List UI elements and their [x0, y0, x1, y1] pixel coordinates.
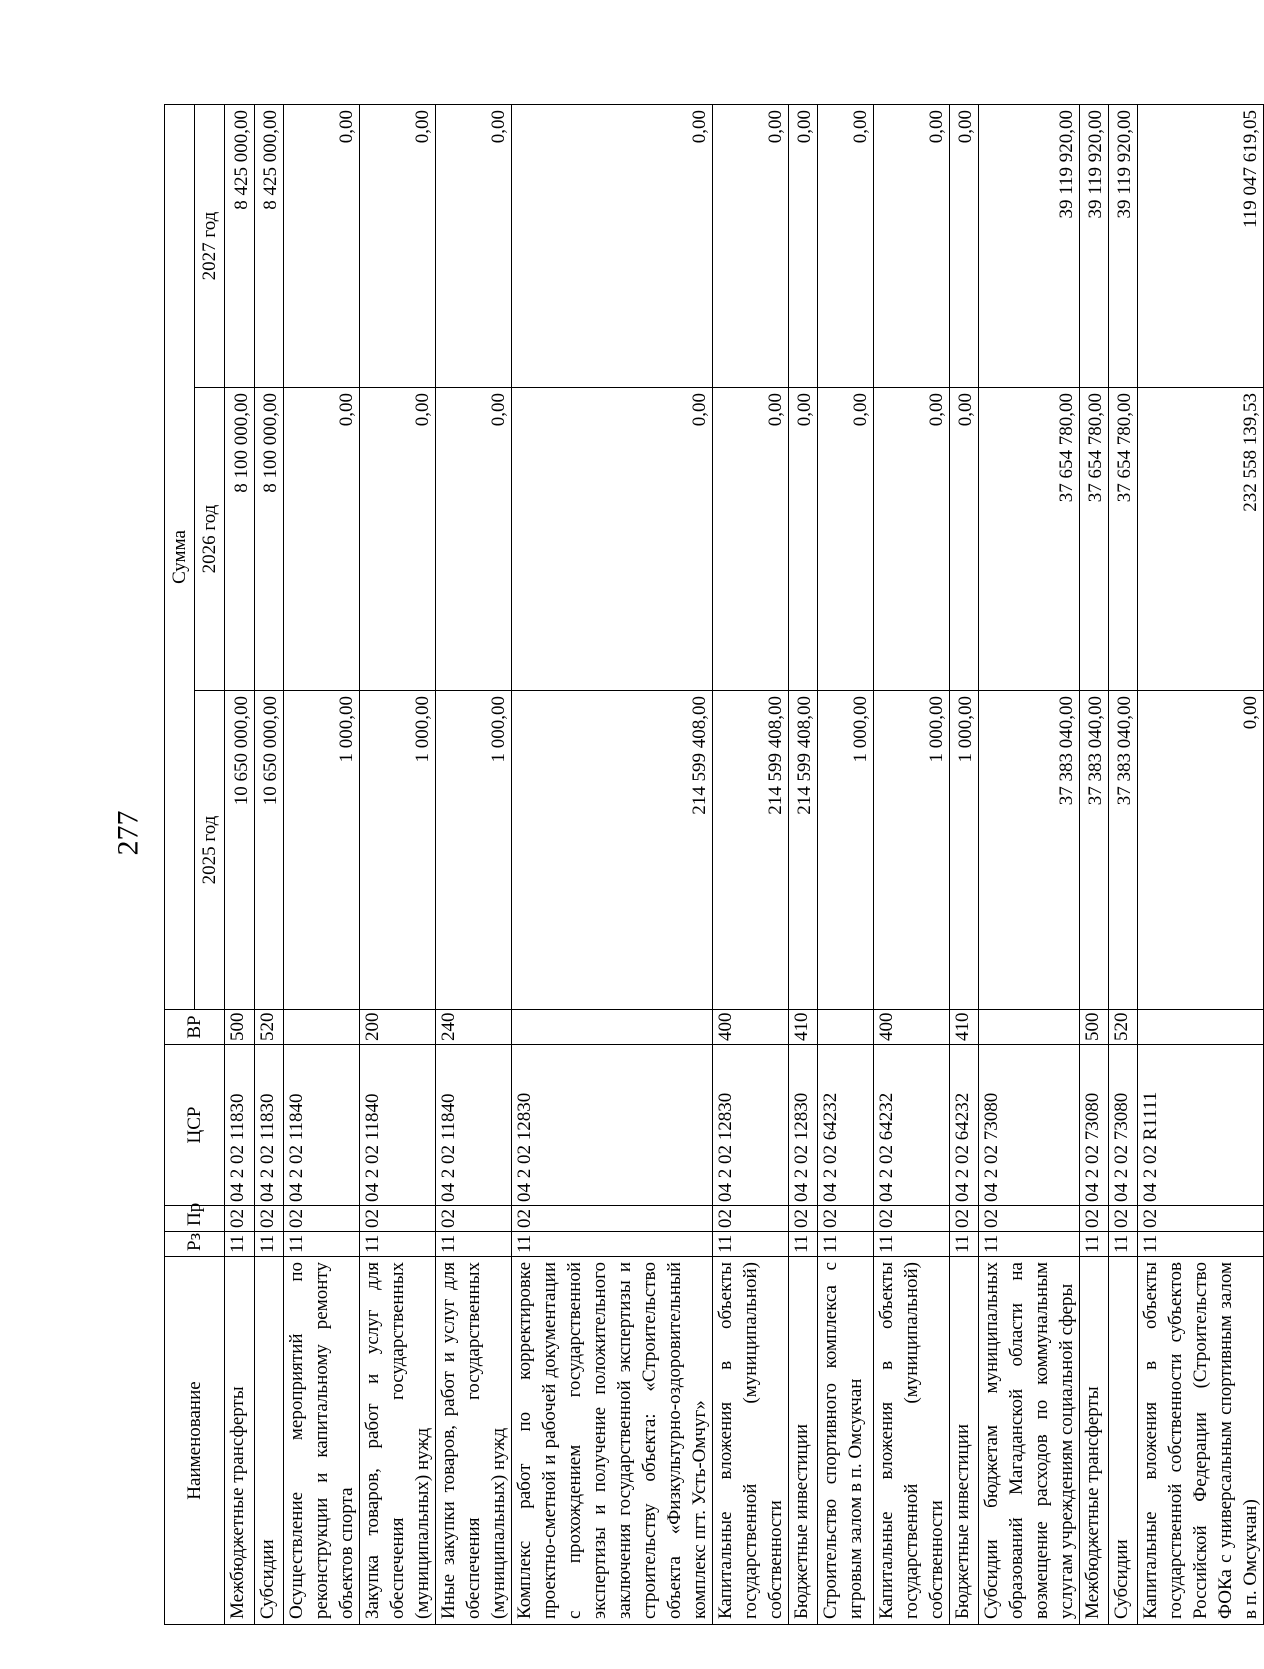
row-name: Капитальные вложения в объекты государственной (муниципальной) собственности	[713, 1257, 789, 1625]
row-pr: 02	[436, 1206, 512, 1232]
row-amount-2026: 8 100 000,00	[225, 388, 255, 691]
row-amount-2026: 0,00	[436, 388, 512, 691]
row-amount-2026: 0,00	[818, 388, 874, 691]
row-amount-2025: 0,00	[1138, 691, 1264, 1010]
row-name: Межбюджетные трансферты	[225, 1257, 255, 1625]
row-amount-2025: 1 000,00	[874, 691, 950, 1010]
row-rz: 11	[436, 1232, 512, 1257]
row-amount-2026: 0,00	[950, 388, 979, 691]
row-name: Капитальные вложения в объекты государственной (муниципальной) собственности	[874, 1257, 950, 1625]
row-amount-2027: 0,00	[874, 104, 950, 387]
row-amount-2025: 1 000,00	[284, 691, 360, 1010]
row-amount-2025: 214 599 408,00	[789, 691, 818, 1010]
row-amount-2026: 37 654 780,00	[1109, 388, 1138, 691]
table-row	[255, 104, 284, 1624]
row-amount-2027: 0,00	[284, 104, 360, 387]
row-amount-2027: 0,00	[950, 104, 979, 387]
row-csr: 04 2 02 12830	[789, 1045, 818, 1206]
row-amount-2026: 232 558 139,53	[1138, 388, 1264, 691]
row-csr: 04 2 02 73080	[1109, 1045, 1138, 1206]
row-csr: 04 2 02 64232	[818, 1045, 874, 1206]
row-amount-2026: 37 654 780,00	[1080, 388, 1109, 691]
header-rz: Рз	[165, 1232, 225, 1257]
row-csr: 04 2 02 11830	[255, 1045, 284, 1206]
table-row	[436, 104, 512, 1624]
row-amount-2027: 39 119 920,00	[1109, 104, 1138, 387]
row-pr: 02	[255, 1206, 284, 1232]
row-vr: 400	[874, 1010, 950, 1045]
row-csr: 04 2 02 73080	[979, 1045, 1080, 1206]
header-csr: ЦСР	[165, 1045, 225, 1206]
table-row	[284, 104, 360, 1624]
row-amount-2026: 37 654 780,00	[979, 388, 1080, 691]
header-2025: 2025 год	[195, 691, 225, 1010]
row-rz: 11	[1138, 1232, 1264, 1257]
table-row	[225, 104, 255, 1624]
table-row	[1080, 104, 1109, 1624]
row-pr: 02	[1109, 1206, 1138, 1232]
table-row	[713, 104, 789, 1624]
row-name: Межбюджетные трансферты	[1080, 1257, 1109, 1625]
row-amount-2027: 0,00	[512, 104, 713, 387]
row-pr: 02	[1080, 1206, 1109, 1232]
row-amount-2027: 119 047 619,05	[1138, 104, 1264, 387]
row-rz: 11	[1109, 1232, 1138, 1257]
row-vr: 520	[255, 1010, 284, 1045]
row-amount-2027: 39 119 920,00	[979, 104, 1080, 387]
row-amount-2026: 0,00	[360, 388, 436, 691]
row-name: Строительство спортивного комплекса с игровым залом в п. Омсукчан	[818, 1257, 874, 1625]
row-vr: 200	[360, 1010, 436, 1045]
row-amount-2027: 0,00	[818, 104, 874, 387]
row-rz: 11	[979, 1232, 1080, 1257]
row-name: Комплекс работ по корректировке проектно-сметной и рабочей документации с прохождением государственной экспертизы и получение положительного заключения государственной экспертизы и строительству объекта: «Строительство объекта «Физкультурно-оздоровительный комплекс пгт. Усть-Омчуг»	[512, 1257, 713, 1625]
table-row	[512, 104, 713, 1624]
row-amount-2025: 214 599 408,00	[512, 691, 713, 1010]
row-pr: 02	[789, 1206, 818, 1232]
row-amount-2027: 8 425 000,00	[225, 104, 255, 387]
row-amount-2026: 0,00	[512, 388, 713, 691]
row-amount-2027: 0,00	[713, 104, 789, 387]
row-amount-2027: 39 119 920,00	[1080, 104, 1109, 387]
row-csr: 04 2 02 11830	[225, 1045, 255, 1206]
row-rz: 11	[713, 1232, 789, 1257]
row-csr: 04 2 02 12830	[512, 1045, 713, 1206]
row-amount-2027: 0,00	[789, 104, 818, 387]
row-name: Осуществление мероприятий по реконструкции и капитальному ремонту объектов спорта	[284, 1257, 360, 1625]
row-name: Субсидии	[255, 1257, 284, 1625]
row-amount-2026: 8 100 000,00	[255, 388, 284, 691]
row-rz: 11	[789, 1232, 818, 1257]
row-amount-2025: 37 383 040,00	[1109, 691, 1138, 1010]
row-pr: 02	[284, 1206, 360, 1232]
row-name: Субсидии	[1109, 1257, 1138, 1625]
row-amount-2027: 8 425 000,00	[255, 104, 284, 387]
row-amount-2025: 10 650 000,00	[225, 691, 255, 1010]
row-amount-2027: 0,00	[436, 104, 512, 387]
row-pr: 02	[874, 1206, 950, 1232]
row-vr: 410	[950, 1010, 979, 1045]
row-csr: 04 2 02 73080	[1080, 1045, 1109, 1206]
row-amount-2026: 0,00	[284, 388, 360, 691]
row-vr: 400	[713, 1010, 789, 1045]
row-vr	[284, 1010, 360, 1045]
row-amount-2025: 1 000,00	[436, 691, 512, 1010]
row-csr: 04 2 02 R1111	[1138, 1045, 1264, 1206]
row-amount-2025: 1 000,00	[818, 691, 874, 1010]
header-2026: 2026 год	[195, 388, 225, 691]
row-vr	[512, 1010, 713, 1045]
row-pr: 02	[713, 1206, 789, 1232]
row-name: Субсидии бюджетам муниципальных образований Магаданской области на возмещение расходов по коммунальным услугам учреждениям социальной сферы	[979, 1257, 1080, 1625]
table-row	[950, 104, 979, 1624]
table-row	[789, 104, 818, 1624]
page-number: 277	[111, 810, 145, 856]
row-pr: 02	[950, 1206, 979, 1232]
budget-table	[164, 104, 1264, 1625]
header-vr: ВР	[165, 1010, 225, 1045]
row-rz: 11	[1080, 1232, 1109, 1257]
row-vr: 500	[225, 1010, 255, 1045]
row-csr: 04 2 02 64232	[874, 1045, 950, 1206]
header-pr: Пр	[165, 1206, 225, 1232]
table-row	[818, 104, 874, 1624]
header-sum: Сумма	[165, 104, 195, 1009]
table-row	[360, 104, 436, 1624]
row-csr: 04 2 02 11840	[284, 1045, 360, 1206]
row-csr: 04 2 02 11840	[436, 1045, 512, 1206]
row-vr	[1138, 1010, 1264, 1045]
row-amount-2025: 37 383 040,00	[1080, 691, 1109, 1010]
row-pr: 02	[979, 1206, 1080, 1232]
row-vr: 520	[1109, 1010, 1138, 1045]
row-rz: 11	[284, 1232, 360, 1257]
row-rz: 11	[360, 1232, 436, 1257]
row-amount-2026: 0,00	[874, 388, 950, 691]
row-vr: 240	[436, 1010, 512, 1045]
row-amount-2027: 0,00	[360, 104, 436, 387]
row-rz: 11	[512, 1232, 713, 1257]
row-rz: 11	[255, 1232, 284, 1257]
row-csr: 04 2 02 64232	[950, 1045, 979, 1206]
header-2027: 2027 год	[195, 104, 225, 387]
row-pr: 02	[512, 1206, 713, 1232]
row-name: Закупка товаров, работ и услуг для обеспечения государственных (муниципальных) нужд	[360, 1257, 436, 1625]
row-vr	[818, 1010, 874, 1045]
row-name: Капитальные вложения в объекты государственной собственности субъектов Российской Федерации (Строительство ФОКа с универсальным спортивным залом в п. Омсукчан)	[1138, 1257, 1264, 1625]
table-row	[874, 104, 950, 1624]
row-rz: 11	[225, 1232, 255, 1257]
row-rz: 11	[818, 1232, 874, 1257]
row-pr: 02	[1138, 1206, 1264, 1232]
row-amount-2025: 1 000,00	[950, 691, 979, 1010]
row-amount-2026: 0,00	[789, 388, 818, 691]
table-body	[225, 104, 1264, 1624]
row-vr: 410	[789, 1010, 818, 1045]
row-pr: 02	[225, 1206, 255, 1232]
row-vr: 500	[1080, 1010, 1109, 1045]
row-amount-2025: 37 383 040,00	[979, 691, 1080, 1010]
header-name: Наименование	[165, 1257, 225, 1625]
row-amount-2025: 10 650 000,00	[255, 691, 284, 1010]
rotated-table-container	[164, 105, 1261, 1625]
row-name: Бюджетные инвестиции	[789, 1257, 818, 1625]
row-amount-2025: 1 000,00	[360, 691, 436, 1010]
row-rz: 11	[874, 1232, 950, 1257]
row-csr: 04 2 02 12830	[713, 1045, 789, 1206]
row-name: Иные закупки товаров, работ и услуг для обеспечения государственных (муниципальных) нужд	[436, 1257, 512, 1625]
row-rz: 11	[950, 1232, 979, 1257]
row-name: Бюджетные инвестиции	[950, 1257, 979, 1625]
table-row	[1138, 104, 1264, 1624]
table-header	[165, 104, 225, 1624]
row-pr: 02	[818, 1206, 874, 1232]
row-vr	[979, 1010, 1080, 1045]
table-row	[979, 104, 1080, 1624]
row-amount-2026: 0,00	[713, 388, 789, 691]
row-csr: 04 2 02 11840	[360, 1045, 436, 1206]
table-row	[1109, 104, 1138, 1624]
row-amount-2025: 214 599 408,00	[713, 691, 789, 1010]
row-pr: 02	[360, 1206, 436, 1232]
